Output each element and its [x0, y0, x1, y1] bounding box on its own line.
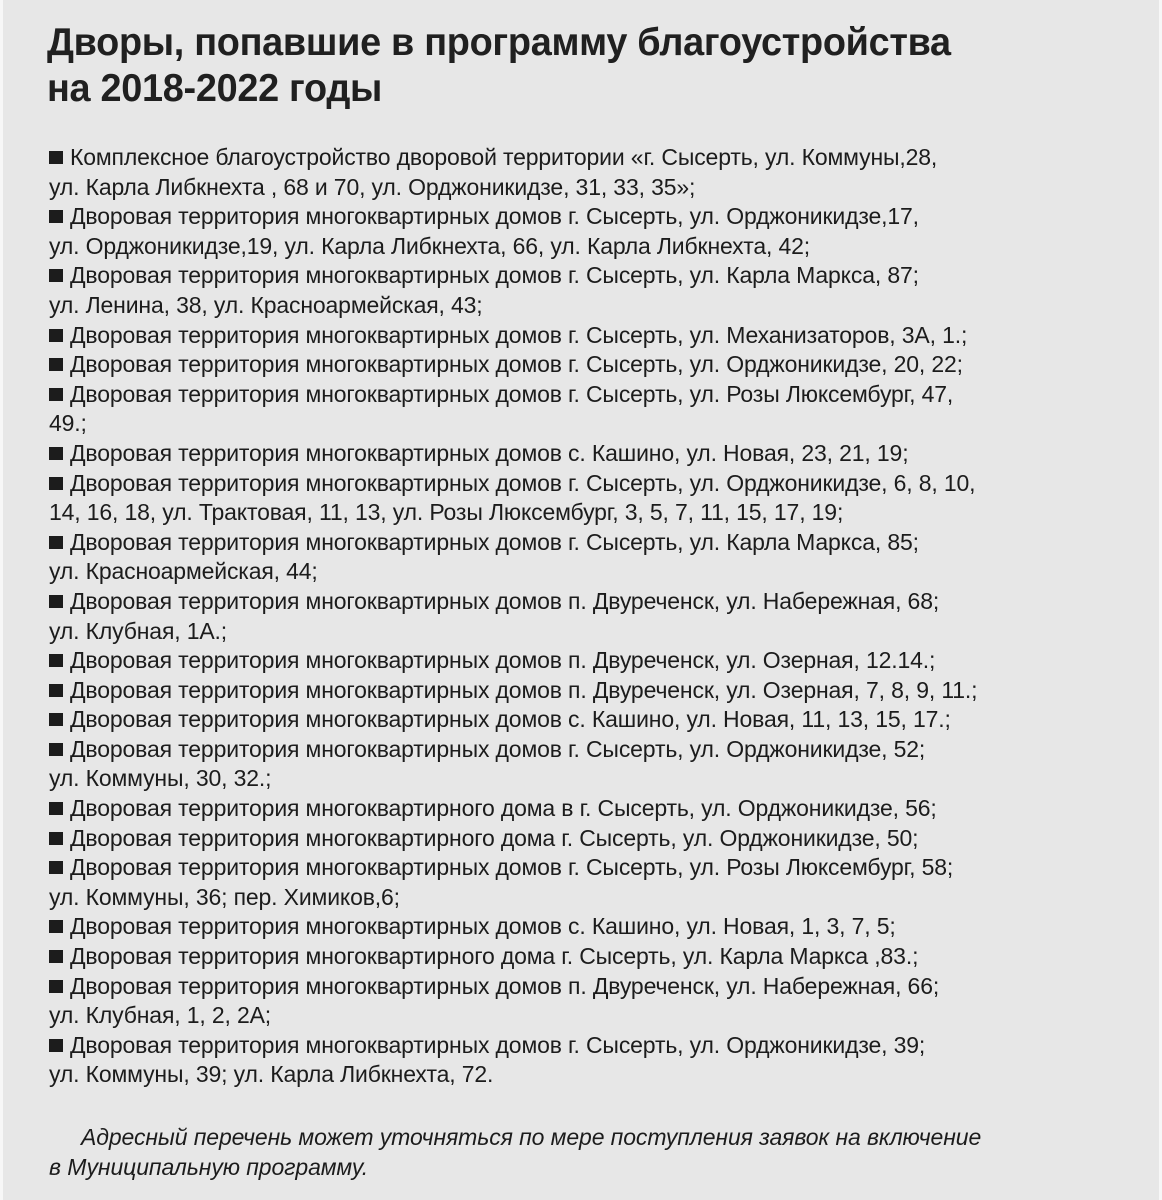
page-title [47, 20, 951, 112]
list-item-line-1: Дворовая территория многоквартирных домов г. Сысерть, ул. Орджоникидзе, 52; [70, 735, 926, 762]
list-item-line-1: Дворовая территория многоквартирных домов г. Сысерть, ул. Орджоникидзе,17, [70, 203, 919, 230]
list-item-line-1: Дворовая территория многоквартирных домов п. Двуреченск, ул. Набережная, 66; [70, 972, 940, 999]
square-bullet-icon [49, 980, 63, 993]
list-item [49, 202, 1159, 261]
square-bullet-icon [49, 743, 63, 756]
square-bullet-icon [49, 802, 63, 815]
list-item-line-2: ул. Ленина, 38, ул. Красноармейская, 43; [49, 291, 483, 318]
list-item [49, 735, 1159, 794]
list-item-line-1: Дворовая территория многоквартирных домов п. Двуреченск, ул. Набережная, 68; [70, 587, 940, 614]
square-bullet-icon [49, 654, 63, 667]
list-item [49, 143, 1159, 202]
list-item [49, 587, 1159, 646]
square-bullet-icon [49, 536, 63, 549]
square-bullet-icon [49, 1039, 63, 1052]
square-bullet-icon [49, 447, 63, 460]
list-item-line-1: Дворовая территория многоквартирных домов с. Кашино, ул. Новая, 1, 3, 7, 5; [70, 913, 896, 940]
list-item [49, 705, 1159, 735]
square-bullet-icon [49, 920, 63, 933]
page-title-line-2: на 2018-2022 годы [47, 67, 383, 110]
list-item-line-1: Дворовая территория многоквартирных домов г. Сысерть, ул. Орджоникидзе, 6, 8, 10, [70, 469, 976, 496]
footnote-line-2: в Муниципальную программу. [49, 1154, 368, 1180]
yard-list [49, 143, 1159, 1090]
list-item [49, 794, 1159, 824]
square-bullet-icon [49, 684, 63, 697]
square-bullet-icon [49, 210, 63, 223]
square-bullet-icon [49, 713, 63, 726]
square-bullet-icon [49, 269, 63, 282]
list-item [49, 380, 1159, 439]
list-item-line-1: Дворовая территория многоквартирных домов г. Сысерть, ул. Механизаторов, 3А, 1.; [70, 321, 968, 348]
list-item [49, 439, 1159, 469]
square-bullet-icon [49, 595, 63, 608]
list-item-line-2: 49.; [49, 410, 87, 437]
square-bullet-icon [49, 388, 63, 401]
list-item-line-2: ул. Коммуны, 36; пер. Химиков,6; [49, 883, 400, 910]
list-item [49, 824, 1159, 854]
square-bullet-icon [49, 358, 63, 371]
square-bullet-icon [49, 477, 63, 490]
list-item-line-1: Дворовая территория многоквартирных домов г. Сысерть, ул. Розы Люксембург, 58; [70, 854, 954, 881]
square-bullet-icon [49, 151, 63, 164]
page-title-line-1: Дворы, попавшие в программу благоустройства [47, 21, 951, 64]
list-item-line-1: Дворовая территория многоквартирного дома г. Сысерть, ул. Карла Маркса ,83.; [70, 943, 919, 970]
list-item-line-1: Дворовая территория многоквартирных домов г. Сысерть, ул. Орджоникидзе, 39; [70, 1031, 926, 1058]
list-item-line-2: ул. Коммуны, 30, 32.; [49, 765, 272, 792]
list-item-line-2: ул. Красноармейская, 44; [49, 558, 318, 585]
square-bullet-icon [49, 950, 63, 963]
list-item-line-2: ул. Карла Либкнехта , 68 и 70, ул. Орджоникидзе, 31, 33, 35»; [49, 173, 696, 200]
list-item-line-2: ул. Клубная, 1, 2, 2А; [49, 1002, 272, 1029]
list-item-line-1: Дворовая территория многоквартирных домов г. Сысерть, ул. Карла Маркса, 87; [70, 262, 919, 289]
list-item [49, 676, 1159, 706]
list-item-line-1: Дворовая территория многоквартирных домов с. Кашино, ул. Новая, 11, 13, 15, 17.; [70, 706, 951, 733]
list-item-line-1: Дворовая территория многоквартирного дома в г. Сысерть, ул. Орджоникидзе, 56; [70, 795, 937, 822]
list-item [49, 972, 1159, 1031]
list-item-line-1: Дворовая территория многоквартирных домов п. Двуреченск, ул. Озерная, 12.14.; [70, 647, 936, 674]
list-item [49, 321, 1159, 351]
footnote [49, 1122, 1149, 1182]
list-item [49, 1031, 1159, 1090]
list-item [49, 261, 1159, 320]
list-item [49, 853, 1159, 912]
list-item [49, 942, 1159, 972]
list-item-line-1: Дворовая территория многоквартирных домов г. Сысерть, ул. Розы Люксембург, 47, [70, 380, 954, 407]
list-item [49, 646, 1159, 676]
list-item-line-1: Дворовая территория многоквартирных домов г. Сысерть, ул. Орджоникидзе, 20, 22; [70, 351, 963, 378]
list-item [49, 469, 1159, 528]
list-item-line-2: ул. Клубная, 1А.; [49, 617, 228, 644]
list-item-line-1: Комплексное благоустройство дворовой территории «г. Сысерть, ул. Коммуны,28, [70, 144, 938, 170]
list-item-line-1: Дворовая территория многоквартирных домов п. Двуреченск, ул. Озерная, 7, 8, 9, 11.; [70, 676, 978, 703]
footnote-line-1: Адресный перечень может уточняться по мере поступления заявок на включение [81, 1124, 982, 1150]
list-item-line-1: Дворовая территория многоквартирных домов с. Кашино, ул. Новая, 23, 21, 19; [70, 439, 909, 466]
square-bullet-icon [49, 832, 63, 845]
list-item-line-1: Дворовая территория многоквартирных домов г. Сысерть, ул. Карла Маркса, 85; [70, 528, 919, 555]
square-bullet-icon [49, 861, 63, 874]
list-item [49, 350, 1159, 380]
list-item-line-1: Дворовая территория многоквартирного дома г. Сысерть, ул. Орджоникидзе, 50; [70, 824, 919, 851]
list-item [49, 912, 1159, 942]
square-bullet-icon [49, 329, 63, 342]
list-item-line-2: ул. Коммуны, 39; ул. Карла Либкнехта, 72. [49, 1061, 494, 1088]
list-item-line-2: 14, 16, 18, ул. Трактовая, 11, 13, ул. Розы Люксембург, 3, 5, 7, 11, 15, 17, 19; [49, 499, 844, 526]
list-item [49, 528, 1159, 587]
list-item-line-2: ул. Орджоникидзе,19, ул. Карла Либкнехта, 66, ул. Карла Либкнехта, 42; [49, 232, 810, 259]
